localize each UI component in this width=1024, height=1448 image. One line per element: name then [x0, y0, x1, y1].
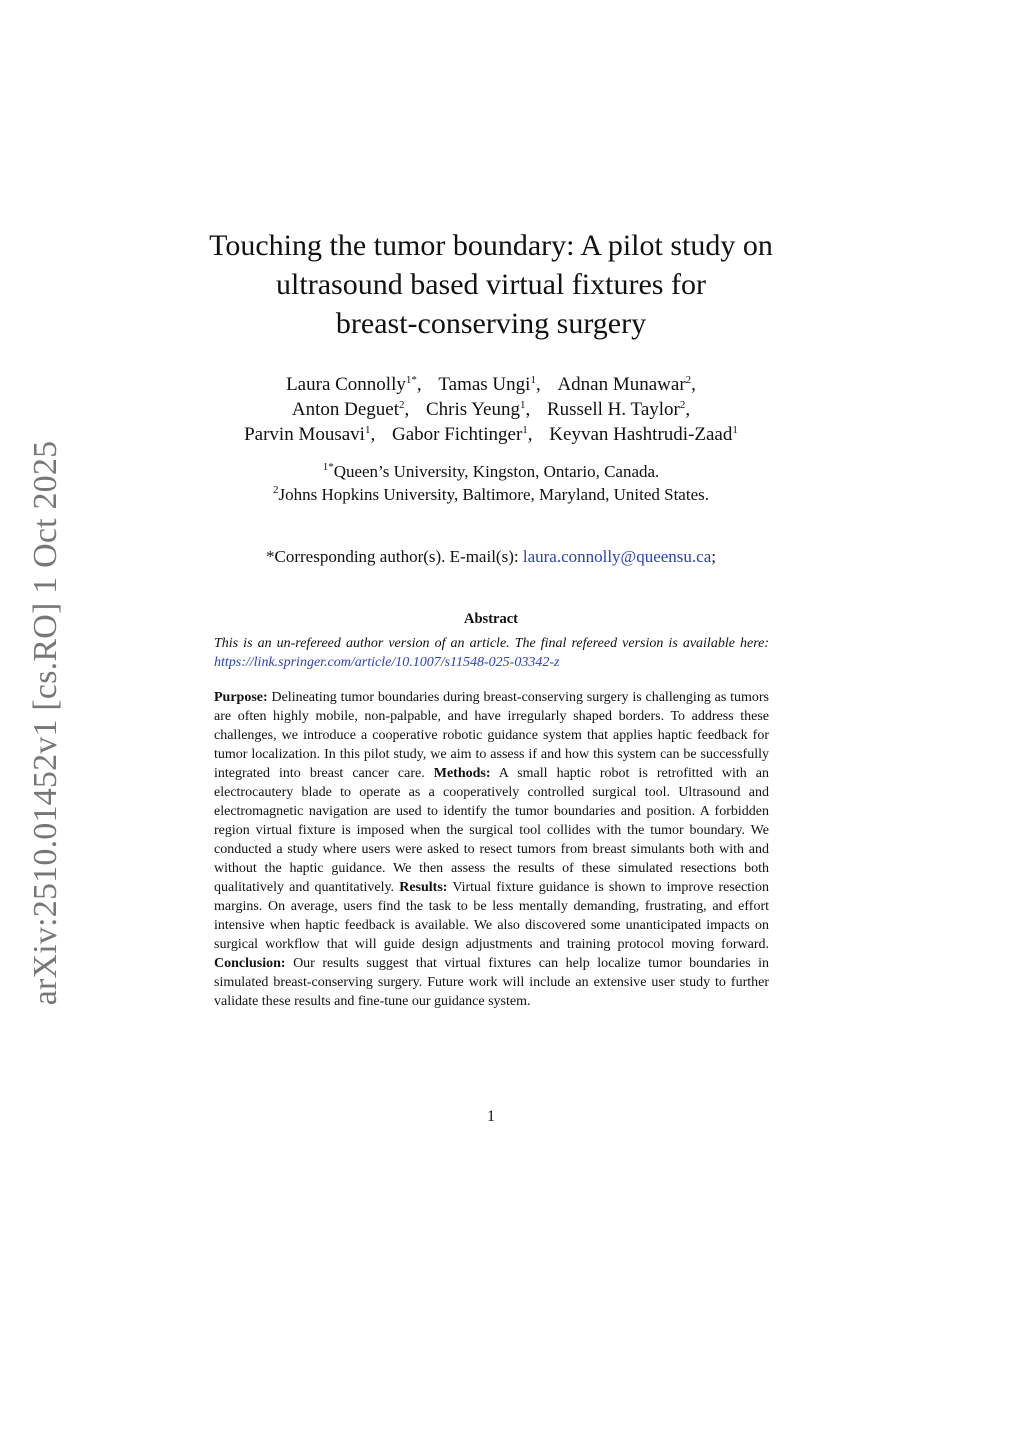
author: Gabor Fichtinger$^1$, — [391, 424, 533, 445]
methods-text: A small haptic robot is retrofitted with an electrocautery blade to operate as a cooperatively controlled surgical tool. Ultrasound and electromagnetic navigation are used to identify the tumor boundaries and position. A forbidden region virtual fixture is imposed when the surgical tool collides with the tumor boundary. We conducted a study where users were asked to resect tumors from breast simulants both with and without the haptic guidance. We then assess the results of these simulated resections both qualitatively and quantitatively. — [214, 766, 769, 895]
author-line — [160, 422, 822, 447]
results-label: Results: — [399, 880, 448, 895]
abstract-heading: Abstract — [464, 611, 518, 627]
arxiv-identifier-stamp: arXiv:2510.01452v1 [cs.RO] 1 Oct 2025 — [27, 440, 64, 1006]
author: Russell H. Taylor$^2$, — [546, 399, 691, 420]
affiliations — [160, 460, 822, 506]
abstract-body — [214, 688, 769, 1011]
version-note: This is an un-refereed author version of an article. The final refereed version is available here: https://link.springer.com/article/10.1007/s11548-025-03342-z — [214, 636, 769, 670]
paper-title — [160, 226, 822, 343]
conclusion-label: Conclusion: — [214, 956, 286, 971]
results-text: Virtual fixture guidance is shown to improve resection margins. On average, users find the task to be less mentally demanding, frustrating, and effort intensive when haptic feedback is available. We also discovered some unanticipated impacts on surgical workflow that will guide design adjustments and training protocol moving forward. — [214, 880, 769, 952]
purpose-label: Purpose: — [214, 690, 268, 705]
author: Tamas Ungi$^1$, — [438, 374, 541, 395]
affiliation: $^{1*}$Queen’s University, Kingston, Ontario, Canada. — [322, 461, 660, 481]
author: Chris Yeung$^1$, — [425, 399, 531, 420]
author: Adnan Munawar$^2$, — [557, 374, 696, 395]
springer-link[interactable]: https://link.springer.com/article/10.1007/s11548-025-03342-z — [214, 655, 560, 670]
author: Laura Connolly$^{1*}$, — [286, 374, 422, 395]
author: Anton Deguet$^2$, — [291, 399, 410, 420]
author: Parvin Mousavi$^1$, — [244, 424, 376, 445]
author-line — [160, 397, 822, 422]
corresponding-author: *Corresponding author(s). E-mail(s): laura.connolly@queensu.ca; — [266, 547, 716, 566]
title-line: breast-conserving surgery — [335, 307, 647, 340]
title-line: Touching the tumor boundary: A pilot study on — [209, 229, 773, 262]
author-line — [160, 372, 822, 397]
page-number: 1 — [487, 1108, 495, 1125]
author: Keyvan Hashtrudi-Zaad$^1$ — [549, 424, 738, 445]
methods-label: Methods: — [433, 766, 491, 781]
purpose-text: Delineating tumor boundaries during breast-conserving surgery is challenging as tumors are often highly mobile, non-palpable, and have irregularly shaped borders. To address these challenges, we introduce a cooperative robotic guidance system that applies haptic feedback for tumor localization. In this pilot study, we aim to assess if and how this system can be successfully integrated into breast cancer care. — [214, 690, 769, 781]
title-line: ultrasound based virtual fixtures for — [276, 268, 706, 301]
conclusion-text: Our results suggest that virtual fixtures can help localize tumor boundaries in simulated breast-conserving surgery. Future work will include an extensive user study to further validate these results and fine-tune our guidance system. — [214, 956, 769, 1009]
email-link[interactable]: laura.connolly@queensu.ca — [522, 547, 712, 566]
affiliation: $^2$Johns Hopkins University, Baltimore, Maryland, United States. — [273, 484, 709, 504]
author-list — [160, 372, 822, 447]
